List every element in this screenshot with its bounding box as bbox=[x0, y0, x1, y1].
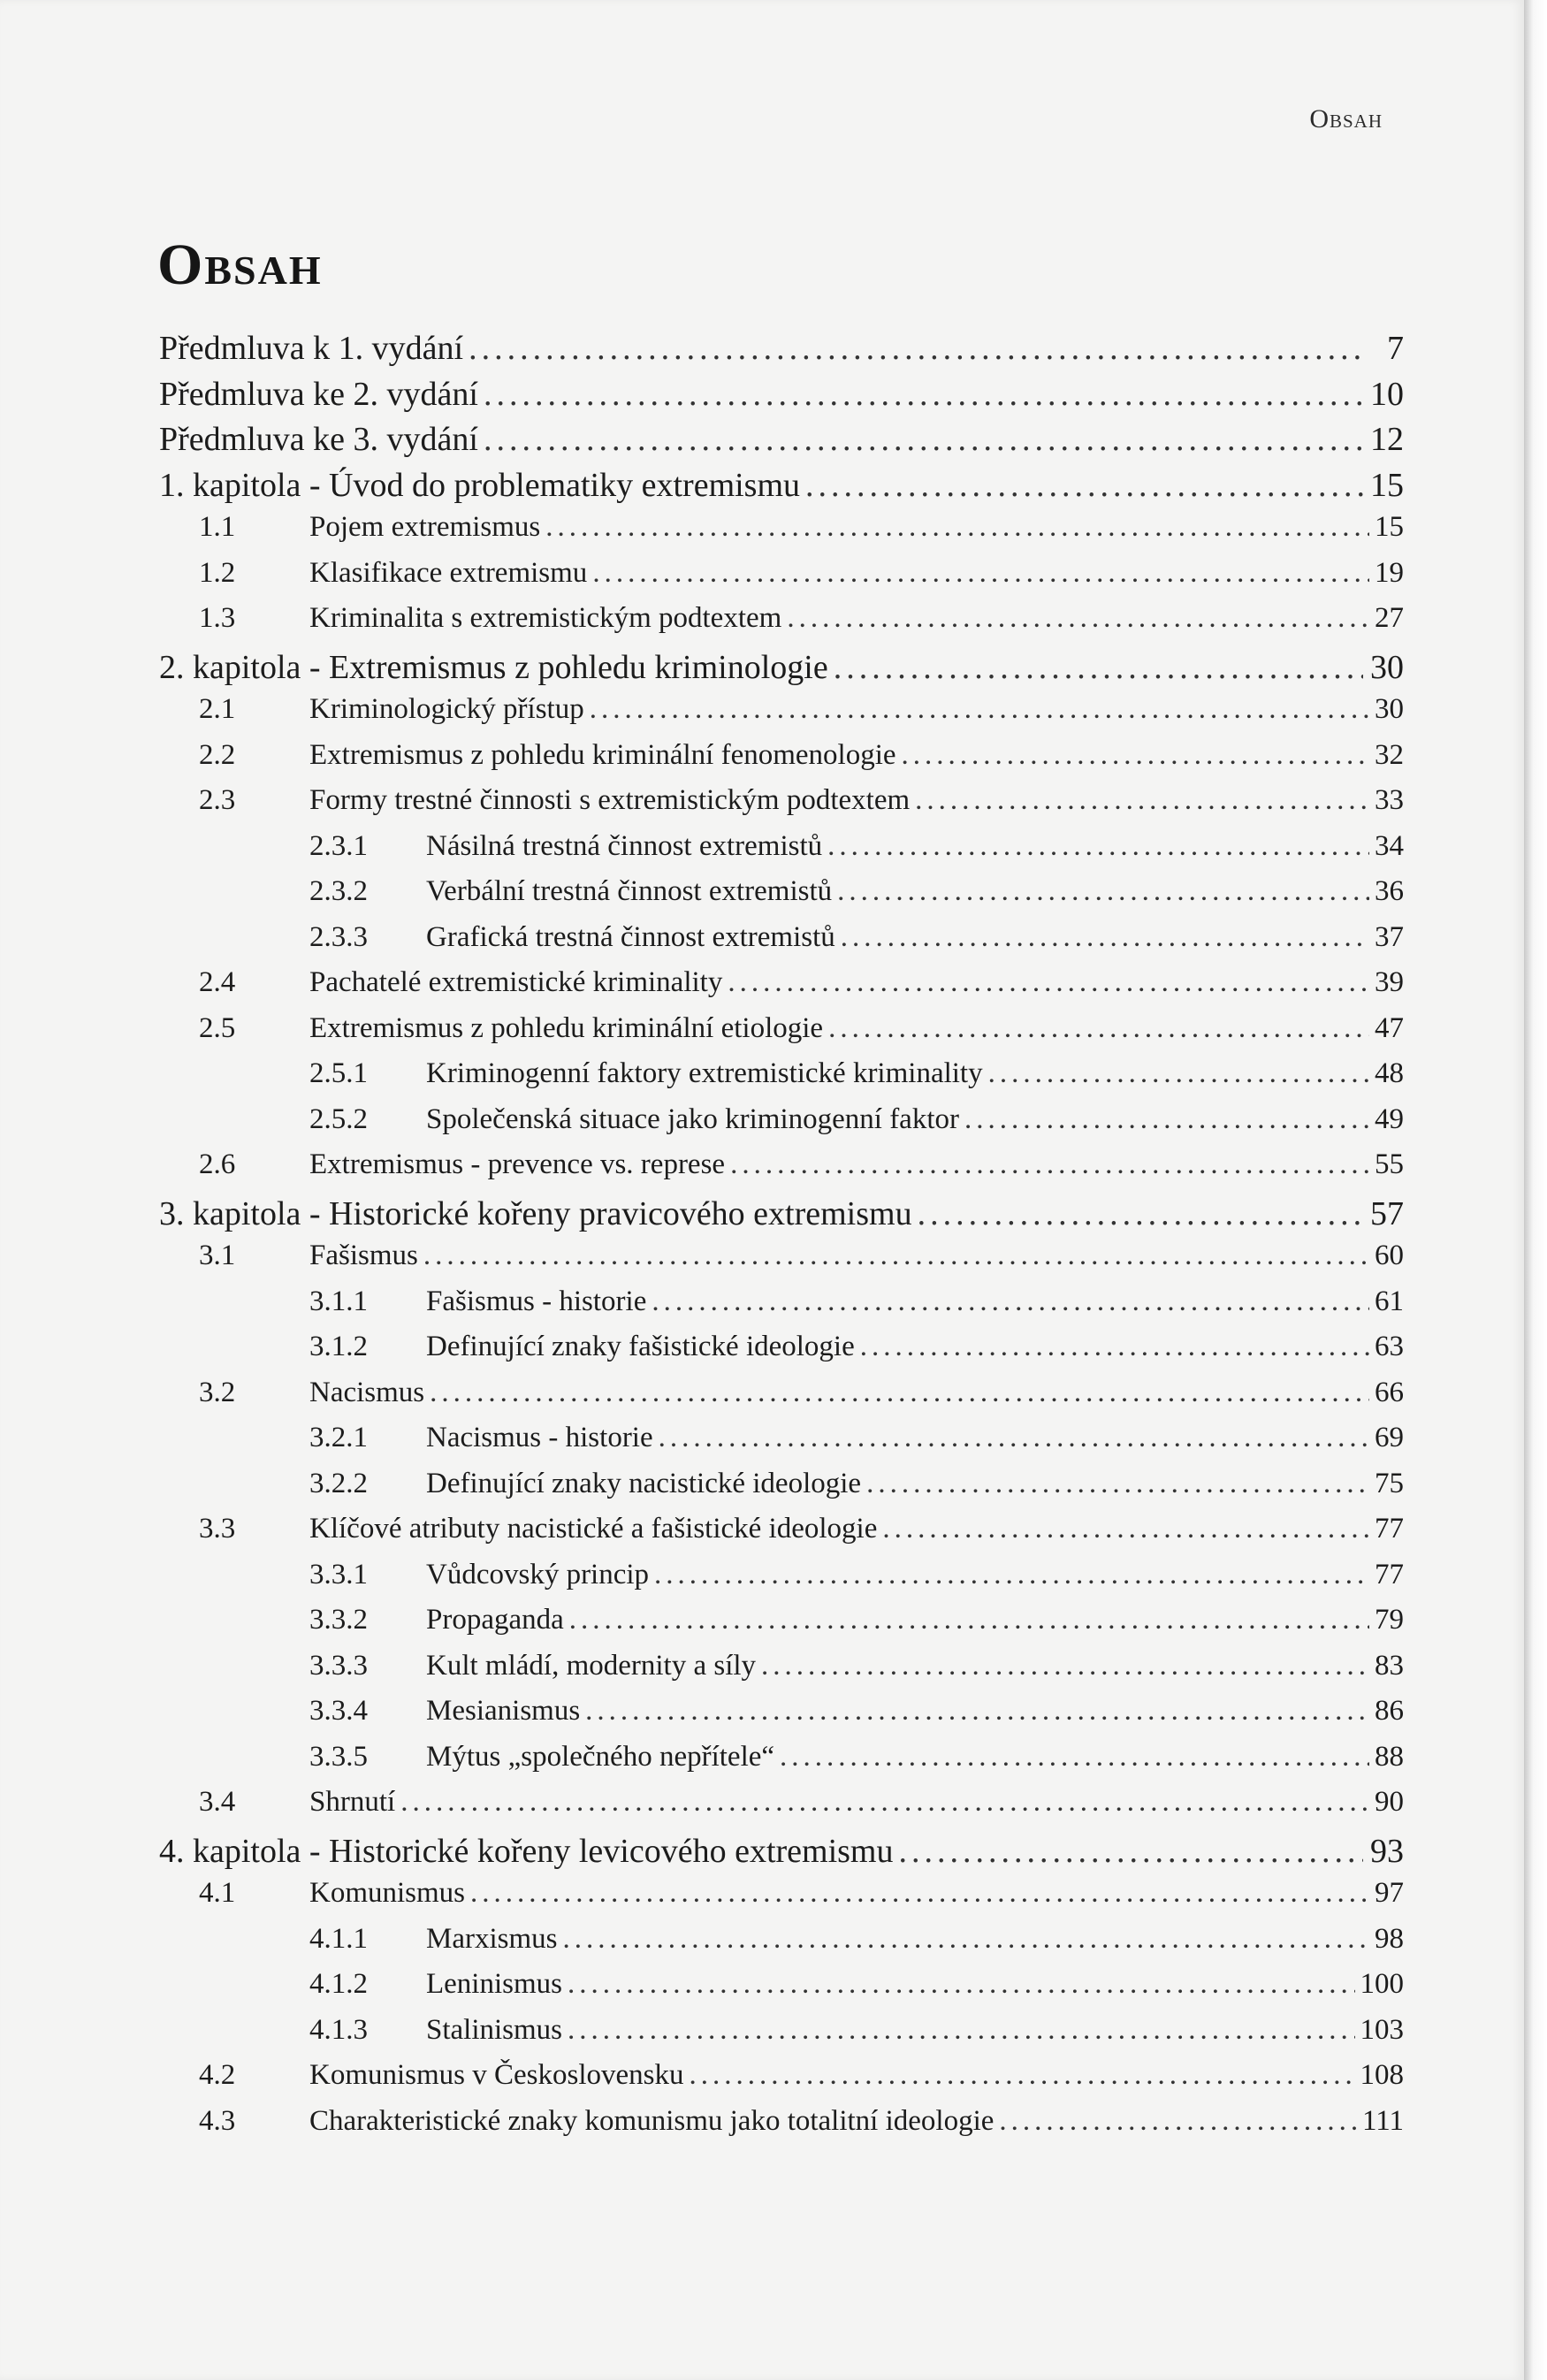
toc-entry-label: Mesianismus bbox=[426, 1695, 581, 1727]
toc-entry-page: 19 bbox=[1375, 556, 1404, 589]
toc-entry-number: 3.3.2 bbox=[309, 1604, 368, 1636]
toc-entry bbox=[159, 1194, 1404, 1240]
toc-entry-page: 30 bbox=[1370, 648, 1404, 686]
toc-entry-page: 47 bbox=[1375, 1011, 1404, 1044]
toc-entry bbox=[159, 1513, 1404, 1559]
toc-entry-number: 2.1 bbox=[199, 693, 236, 725]
toc-entry-number: 2.6 bbox=[199, 1148, 236, 1180]
dot-leader bbox=[787, 602, 1369, 635]
toc-entry-label: Leninismus bbox=[426, 1968, 562, 2000]
toc-entry-number: 3.2.2 bbox=[309, 1467, 368, 1499]
toc-entry-label: Charakteristické znaky komunismu jako totalitní ideologie bbox=[309, 2104, 994, 2137]
toc-entry-page: 100 bbox=[1360, 1968, 1404, 2000]
toc-entry-number: 1.3 bbox=[199, 602, 236, 634]
toc-entry bbox=[159, 1103, 1404, 1149]
dot-leader bbox=[569, 1604, 1369, 1636]
toc-entry-page: 75 bbox=[1375, 1467, 1404, 1499]
toc-entry-page: 10 bbox=[1370, 375, 1404, 413]
toc-entry-page: 27 bbox=[1375, 602, 1404, 634]
toc-entry bbox=[159, 1148, 1404, 1194]
dot-leader bbox=[592, 557, 1369, 590]
toc-entry-page: 32 bbox=[1375, 738, 1404, 771]
toc-entry bbox=[159, 2105, 1404, 2151]
toc-entry-label: Komunismus v Československu bbox=[309, 2059, 684, 2091]
dot-leader bbox=[730, 1148, 1369, 1181]
toc-entry-label: Stalinismus bbox=[426, 2013, 563, 2046]
toc-entry-page: 30 bbox=[1375, 693, 1404, 725]
toc-entry-page: 7 bbox=[1387, 330, 1404, 367]
toc-entry-label: Definující znaky fašistické ideologie bbox=[426, 1331, 855, 1362]
toc-entry-page: 15 bbox=[1375, 511, 1404, 543]
dot-leader bbox=[828, 1012, 1369, 1045]
toc-entry-page: 49 bbox=[1375, 1102, 1404, 1135]
dot-leader bbox=[915, 784, 1369, 817]
toc-entry-page: 60 bbox=[1375, 1240, 1404, 1271]
dot-leader bbox=[563, 1923, 1370, 1956]
toc-entry bbox=[159, 1786, 1404, 1832]
toc-entry-label: Předmluva ke 2. vydání bbox=[159, 375, 478, 413]
toc-entry-page: 37 bbox=[1375, 920, 1404, 953]
toc-entry-label: Klíčové atributy nacistické a fašistické ideologie bbox=[309, 1513, 878, 1545]
dot-leader bbox=[728, 966, 1369, 999]
toc-entry-label: Fašismus - historie bbox=[426, 1285, 647, 1317]
dot-leader bbox=[568, 1968, 1355, 2001]
dot-leader bbox=[805, 466, 1363, 505]
toc-entry-number: 3.3.5 bbox=[309, 1740, 368, 1773]
toc-entry-label: Extremismus z pohledu kriminální fenomenologie bbox=[309, 738, 896, 771]
toc-entry-page: 63 bbox=[1375, 1331, 1404, 1362]
toc-entry bbox=[159, 1741, 1404, 1787]
dot-leader bbox=[470, 1877, 1369, 1910]
toc-entry bbox=[159, 602, 1404, 648]
toc-entry-number: 1.1 bbox=[199, 511, 236, 543]
toc-entry-label: 4. kapitola - Historické kořeny levicového extremismu bbox=[159, 1832, 894, 1870]
toc-entry-page: 69 bbox=[1375, 1422, 1404, 1453]
toc-entry-number: 3.3.1 bbox=[309, 1558, 368, 1590]
toc-entry-page: 55 bbox=[1375, 1148, 1404, 1180]
toc-entry-label: Nacismus - historie bbox=[426, 1422, 653, 1453]
dot-leader bbox=[590, 693, 1369, 726]
dot-leader bbox=[430, 1377, 1369, 1409]
toc-entry-page: 93 bbox=[1370, 1832, 1404, 1870]
dot-leader bbox=[545, 511, 1369, 544]
toc-entry bbox=[159, 375, 1404, 421]
toc-entry bbox=[159, 1377, 1404, 1423]
dot-leader bbox=[988, 1057, 1369, 1090]
dot-leader bbox=[918, 1194, 1363, 1233]
toc-entry-number: 4.1.2 bbox=[309, 1968, 368, 2000]
toc-entry bbox=[159, 1877, 1404, 1923]
toc-entry-label: 3. kapitola - Historické kořeny pravicového extremismu bbox=[159, 1194, 912, 1232]
dot-leader bbox=[659, 1422, 1369, 1454]
toc-entry-label: 2. kapitola - Extremismus z pohledu kriminologie bbox=[159, 648, 828, 686]
toc-entry-number: 2.3.1 bbox=[309, 829, 368, 862]
dot-leader bbox=[652, 1285, 1369, 1318]
toc-entry-number: 2.2 bbox=[199, 738, 236, 771]
toc-entry-page: 66 bbox=[1375, 1376, 1404, 1408]
toc-entry-label: Společenská situace jako kriminogenní faktor bbox=[426, 1102, 959, 1135]
toc-entry-number: 4.1 bbox=[199, 1877, 236, 1909]
toc-entry bbox=[159, 1285, 1404, 1331]
toc-entry-page: 88 bbox=[1375, 1740, 1404, 1773]
toc-entry-label: Předmluva k 1. vydání bbox=[159, 330, 464, 367]
toc-entry bbox=[159, 875, 1404, 921]
toc-entry-number: 4.1.1 bbox=[309, 1922, 368, 1955]
toc-entry-label: Klasifikace extremismu bbox=[309, 556, 588, 589]
toc-entry-label: Marxismus bbox=[426, 1922, 558, 1955]
toc-entry-page: 77 bbox=[1375, 1558, 1404, 1590]
toc-entry-label: Kult mládí, modernity a síly bbox=[426, 1649, 757, 1682]
toc-entry-number: 3.3 bbox=[199, 1513, 236, 1545]
toc-entry-number: 2.3.2 bbox=[309, 875, 368, 907]
toc-entry-page: 57 bbox=[1370, 1194, 1404, 1232]
toc-entry-number: 2.3.3 bbox=[309, 920, 368, 953]
toc-entry bbox=[159, 966, 1404, 1012]
toc-entry-page: 86 bbox=[1375, 1695, 1404, 1727]
dot-leader bbox=[837, 875, 1369, 908]
toc-entry-number: 3.1.1 bbox=[309, 1285, 368, 1317]
table-of-contents bbox=[159, 329, 1404, 2150]
dot-leader bbox=[423, 1240, 1369, 1272]
toc-entry-page: 79 bbox=[1375, 1604, 1404, 1636]
toc-entry-page: 15 bbox=[1370, 466, 1404, 504]
toc-entry bbox=[159, 1240, 1404, 1285]
toc-entry-number: 2.5.2 bbox=[309, 1102, 368, 1135]
dot-leader bbox=[882, 1513, 1369, 1545]
dot-leader bbox=[568, 2014, 1354, 2047]
toc-entry-number: 3.3.4 bbox=[309, 1695, 368, 1727]
toc-entry-label: Nacismus bbox=[309, 1376, 425, 1408]
toc-entry-label: Formy trestné činnosti s extremistickým podtextem bbox=[309, 784, 911, 816]
toc-entry-number: 1.2 bbox=[199, 556, 236, 589]
toc-entry-number: 4.3 bbox=[199, 2104, 236, 2137]
page-edge bbox=[1524, 0, 1547, 2380]
dot-leader bbox=[866, 1468, 1369, 1500]
toc-entry-label: Propaganda bbox=[426, 1604, 564, 1636]
toc-entry-page: 77 bbox=[1375, 1513, 1404, 1545]
dot-leader bbox=[902, 739, 1369, 772]
toc-entry-page: 97 bbox=[1375, 1877, 1404, 1909]
dot-leader bbox=[484, 375, 1363, 414]
dot-leader bbox=[654, 1559, 1369, 1591]
dot-leader bbox=[841, 921, 1369, 954]
dot-leader bbox=[690, 2059, 1355, 2092]
dot-leader bbox=[860, 1331, 1369, 1363]
dot-leader bbox=[899, 1832, 1364, 1871]
toc-entry-page: 90 bbox=[1375, 1786, 1404, 1818]
dot-leader bbox=[964, 1103, 1369, 1136]
toc-entry bbox=[159, 921, 1404, 967]
dot-leader bbox=[400, 1786, 1369, 1819]
toc-entry-number: 2.5 bbox=[199, 1011, 236, 1044]
toc-entry-label: 1. kapitola - Úvod do problematiky extremismu bbox=[159, 466, 801, 504]
toc-entry-page: 33 bbox=[1375, 784, 1404, 816]
toc-entry-label: Vůdcovský princip bbox=[426, 1558, 650, 1590]
toc-entry-label: Extremismus z pohledu kriminální etiologie bbox=[309, 1011, 824, 1044]
toc-entry-number: 2.4 bbox=[199, 966, 236, 998]
toc-entry bbox=[159, 466, 1404, 512]
toc-entry-number: 3.4 bbox=[199, 1786, 236, 1818]
toc-entry-number: 3.3.3 bbox=[309, 1649, 368, 1682]
dot-leader bbox=[827, 830, 1369, 863]
toc-entry bbox=[159, 1650, 1404, 1696]
toc-entry-page: 98 bbox=[1375, 1922, 1404, 1955]
toc-entry-page: 108 bbox=[1360, 2059, 1404, 2091]
dot-leader bbox=[484, 420, 1363, 459]
dot-leader bbox=[780, 1741, 1369, 1774]
toc-entry-label: Kriminogenní faktory extremistické kriminality bbox=[426, 1057, 983, 1089]
toc-entry bbox=[159, 1695, 1404, 1741]
dot-leader bbox=[585, 1695, 1369, 1728]
toc-entry-label: Pojem extremismus bbox=[309, 511, 541, 543]
dot-leader bbox=[469, 329, 1363, 368]
toc-entry bbox=[159, 1832, 1404, 1878]
toc-entry-number: 3.1 bbox=[199, 1240, 236, 1271]
toc-entry-page: 34 bbox=[1375, 829, 1404, 862]
toc-entry bbox=[159, 1012, 1404, 1058]
toc-entry-page: 39 bbox=[1375, 966, 1404, 998]
page-title: Obsah bbox=[157, 233, 323, 297]
toc-entry-number: 3.1.2 bbox=[309, 1331, 368, 1362]
toc-entry bbox=[159, 420, 1404, 466]
toc-entry-label: Kriminologický přístup bbox=[309, 693, 584, 725]
toc-entry-label: Shrnutí bbox=[309, 1786, 396, 1818]
toc-entry bbox=[159, 329, 1404, 375]
toc-entry-label: Extremismus - prevence vs. represe bbox=[309, 1148, 726, 1180]
toc-entry bbox=[159, 784, 1404, 830]
dot-leader bbox=[999, 2105, 1357, 2138]
dot-leader bbox=[834, 648, 1363, 687]
toc-entry-label: Kriminalita s extremistickým podtextem bbox=[309, 602, 782, 634]
toc-entry-label: Násilná trestná činnost extremistů bbox=[426, 829, 823, 862]
toc-entry bbox=[159, 557, 1404, 603]
toc-entry bbox=[159, 739, 1404, 785]
toc-entry-page: 36 bbox=[1375, 875, 1404, 907]
toc-entry bbox=[159, 2059, 1404, 2105]
toc-entry bbox=[159, 1468, 1404, 1514]
toc-entry bbox=[159, 1331, 1404, 1377]
toc-entry bbox=[159, 1559, 1404, 1605]
toc-entry-label: Pachatelé extremistické kriminality bbox=[309, 966, 723, 998]
toc-entry-label: Grafická trestná činnost extremistů bbox=[426, 920, 835, 953]
toc-entry-page: 48 bbox=[1375, 1057, 1404, 1089]
dot-leader bbox=[761, 1650, 1369, 1682]
toc-entry bbox=[159, 1604, 1404, 1650]
toc-entry bbox=[159, 2014, 1404, 2060]
toc-entry-number: 2.3 bbox=[199, 784, 236, 816]
toc-entry-label: Verbální trestná činnost extremistů bbox=[426, 875, 833, 907]
toc-entry bbox=[159, 693, 1404, 739]
toc-entry-page: 103 bbox=[1360, 2013, 1404, 2046]
toc-entry-number: 2.5.1 bbox=[309, 1057, 368, 1089]
toc-entry bbox=[159, 1923, 1404, 1969]
toc-entry-label: Definující znaky nacistické ideologie bbox=[426, 1467, 862, 1499]
toc-entry bbox=[159, 1968, 1404, 2014]
toc-entry-page: 83 bbox=[1375, 1649, 1404, 1682]
toc-entry-page: 61 bbox=[1375, 1285, 1404, 1317]
toc-entry bbox=[159, 1422, 1404, 1468]
toc-entry bbox=[159, 511, 1404, 557]
toc-entry-label: Předmluva ke 3. vydání bbox=[159, 421, 478, 458]
toc-entry-number: 3.2 bbox=[199, 1376, 236, 1408]
toc-entry-label: Mýtus „společného nepřítele“ bbox=[426, 1740, 775, 1773]
running-head: Obsah bbox=[1309, 104, 1383, 133]
toc-entry-number: 4.2 bbox=[199, 2059, 236, 2091]
toc-entry-page: 12 bbox=[1370, 421, 1404, 458]
toc-entry bbox=[159, 1057, 1404, 1103]
toc-entry-number: 3.2.1 bbox=[309, 1422, 368, 1453]
toc-entry-page: 111 bbox=[1361, 2104, 1404, 2137]
toc-entry-label: Fašismus bbox=[309, 1240, 418, 1271]
toc-entry-label: Komunismus bbox=[309, 1877, 466, 1909]
toc-entry bbox=[159, 648, 1404, 694]
toc-entry-number: 4.1.3 bbox=[309, 2013, 368, 2046]
toc-entry bbox=[159, 830, 1404, 876]
